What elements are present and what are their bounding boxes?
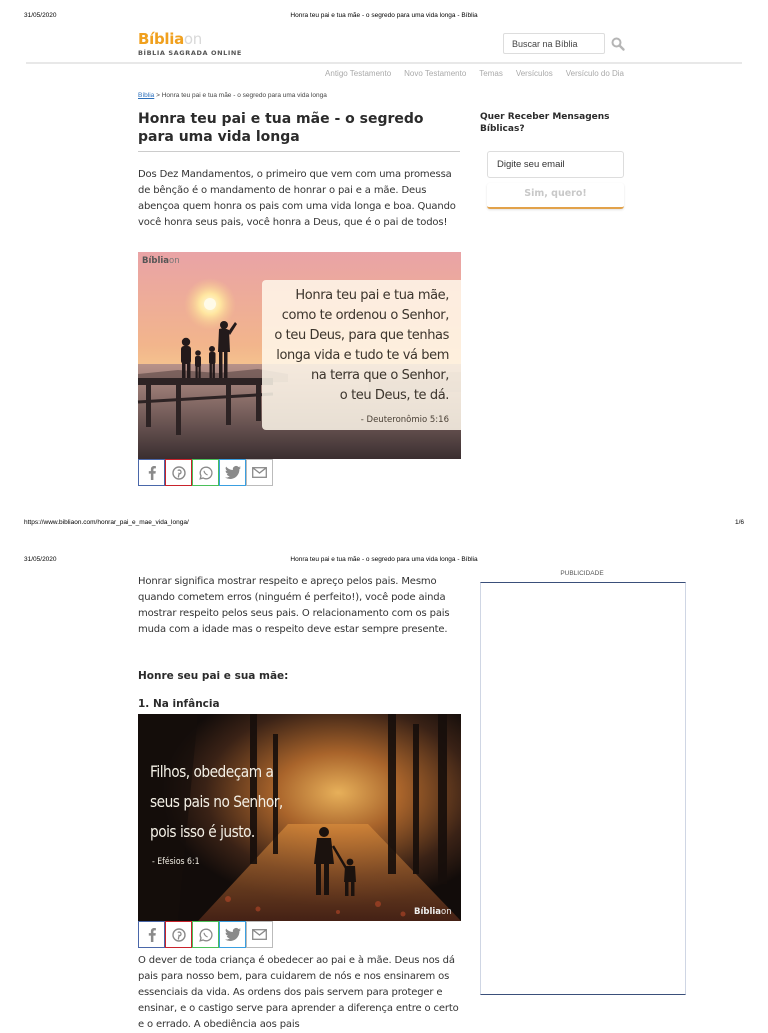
image2-quote: Filhos, obedeçam a seus pais no Senhor, pois isso é justo.	[150, 762, 283, 841]
newsletter-title: Quer Receber Mensagens Bíblicas?	[480, 112, 610, 134]
ad-slot[interactable]	[480, 582, 686, 995]
nav-versiculo-do-dia[interactable]: Versículo do Dia	[565, 69, 624, 78]
email-icon[interactable]	[246, 921, 273, 948]
honor-paragraph: Honrar significa mostrar respeito e apreço pelos pais. Mesmo quando cometem erros (ninguém é perfeito!), você pode ainda mostrar respeito pelos seus pais. O relacionamento com os pais muda com a idade mas o respeito deve estar sempre presente.	[138, 576, 450, 635]
image1-brand: Bíbliaon	[142, 256, 180, 266]
subscribe-button[interactable]: Sim, quero!	[487, 183, 624, 209]
email-icon[interactable]	[246, 459, 273, 486]
twitter-icon[interactable]	[219, 921, 246, 948]
logo-brand-on: on	[183, 30, 203, 48]
breadcrumb-separator: >	[156, 92, 160, 99]
page-title: Honra teu pai e tua mãe - o segredo para uma vida longa	[138, 111, 424, 145]
section-subheading: Honre seu pai e sua mãe:	[138, 670, 289, 682]
logo-brand: Bíblia	[138, 30, 184, 48]
pinterest-icon[interactable]	[165, 459, 192, 486]
logo-tagline: BÍBLIA SAGRADA ONLINE	[138, 49, 242, 57]
print-date-2: 31/05/2020	[24, 556, 57, 563]
breadcrumb	[138, 92, 327, 99]
facebook-icon[interactable]	[138, 921, 165, 948]
image1-reference: - Deuteronômio 5:16	[360, 415, 449, 425]
print-url: https://www.bibliaon.com/honrar_pai_e_mae_vida_longa/	[24, 519, 189, 526]
breadcrumb-current: Honra teu pai e tua mãe - o segredo para uma vida longa	[161, 92, 327, 99]
print-page: 1/6	[734, 519, 744, 526]
nav-novo-testamento[interactable]: Novo Testamento	[404, 69, 467, 78]
nav-temas[interactable]: Temas	[479, 69, 503, 78]
whatsapp-icon[interactable]	[192, 921, 219, 948]
email-field[interactable]: Digite seu email	[487, 151, 624, 178]
whatsapp-icon[interactable]	[192, 459, 219, 486]
print-title: Honra teu pai e tua mãe - o segredo para uma vida longa - Bíblia	[290, 12, 478, 19]
facebook-icon[interactable]	[138, 459, 165, 486]
pinterest-icon[interactable]	[165, 921, 192, 948]
obedience-paragraph: O dever de toda criança é obedecer ao pai e à mãe. Deus nos dá pais para nosso bem, para cuidarem de nós e nos ensinarem os essenciais da vida. As ordens dos pais servem para proteger e ensinar, e o castigo serve para aprender a diferença entre o certo e o errado. A obediência aos pais	[138, 955, 459, 1030]
main-nav	[325, 69, 624, 78]
magnifier-icon[interactable]	[611, 36, 625, 50]
image1-quote-panel	[262, 280, 461, 430]
share-bar	[138, 459, 273, 486]
intro-paragraph: Dos Dez Mandamentos, o primeiro que vem com uma promessa de bênção é o mandamento de honrar o pai e a mãe. Deus abençoa quem honra os pais com uma vida longa e boa. Quando você honra seus pais, você honra a Deus, que é o pai de todos!	[138, 169, 456, 228]
image1-quote: Honra teu pai e tua mãe, como te ordenou o Senhor, o teu Deus, para que tenhas longa vida e tudo te vá bem na terra que o Senhor, o teu Deus, te dá.	[274, 288, 449, 403]
header-divider	[26, 62, 742, 64]
title-divider	[138, 151, 460, 152]
print-title-2: Honra teu pai e tua mãe - o segredo para uma vida longa - Bíblia	[290, 556, 478, 563]
site-logo[interactable]	[138, 30, 242, 57]
search-input[interactable]: Buscar na Bíblia	[503, 33, 605, 54]
nav-versiculos[interactable]: Versículos	[515, 69, 553, 78]
image2-brand: Bíbliaon	[414, 907, 452, 917]
section-childhood-heading: 1. Na infância	[138, 698, 220, 710]
share-bar-2	[138, 921, 273, 948]
twitter-icon[interactable]	[219, 459, 246, 486]
print-date: 31/05/2020	[24, 12, 57, 19]
image2-reference: - Efésios 6:1	[152, 857, 200, 867]
nav-antigo-testamento[interactable]: Antigo Testamento	[325, 69, 392, 78]
ad-label: PUBLICIDADE	[560, 570, 604, 577]
breadcrumb-home[interactable]: Bíblia	[138, 92, 155, 99]
